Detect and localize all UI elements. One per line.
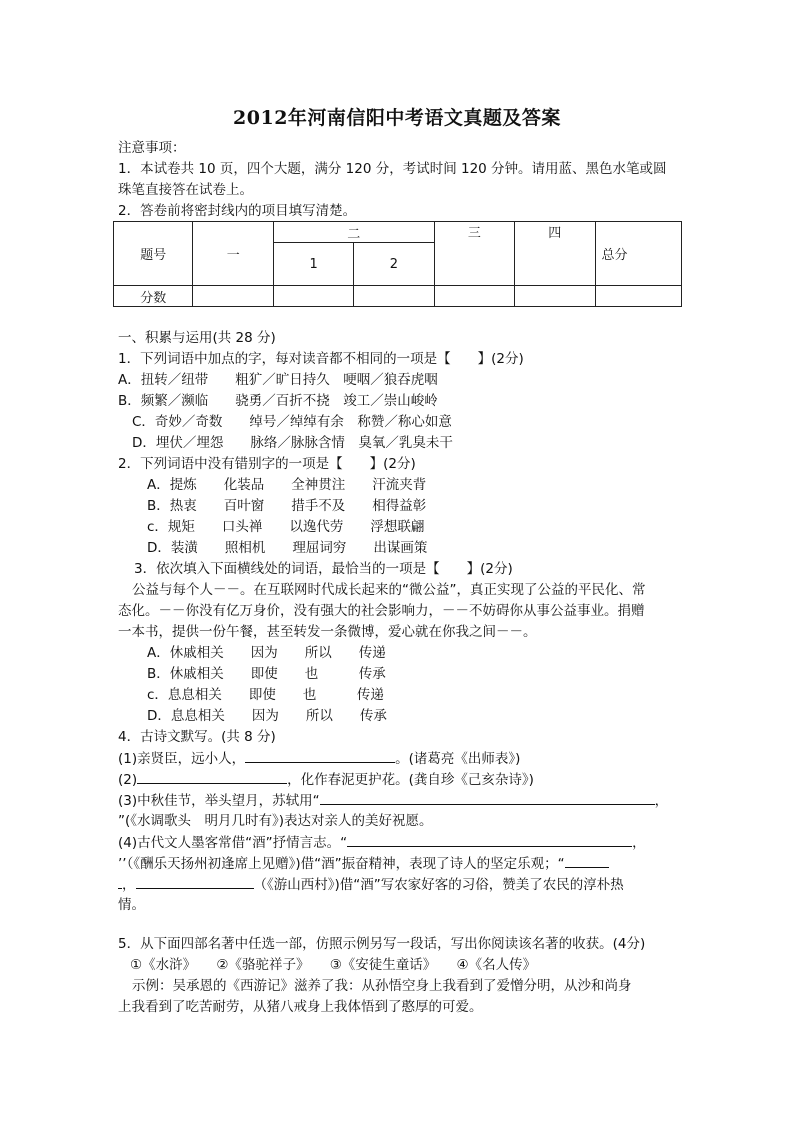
q4-part-4-comma: ，: [632, 835, 646, 851]
q4-part-1-source: 。(诸葛亮《出师表》): [395, 751, 521, 767]
header-question-no: 题号: [114, 222, 193, 286]
q2-option-d: D．装潢 照相机 理屈词穷 出谋画策: [147, 540, 428, 556]
score-cell[interactable]: [434, 286, 514, 307]
header-part-3: 三: [434, 222, 514, 286]
q4-stem: 4．古诗文默写。(共 8 分): [118, 729, 276, 745]
q4-part-4-text: (4)古代文人墨客常借“酒”抒情言志。“: [118, 835, 348, 851]
q4-part-2-blank[interactable]: [137, 769, 287, 784]
header-part-4: 四: [515, 222, 595, 286]
q2-option-c: c．规矩 口头禅 以逸代劳 浮想联翩: [147, 519, 425, 535]
q1-option-d: D．埋伏／埋怨 脉络／脉脉含情 臭氧／乳臭未干: [132, 435, 453, 451]
section-1-heading: 一、积累与运用(共 28 分): [118, 330, 276, 346]
notice-item-2: 2．答卷前将密封线内的项目填写清楚。: [118, 203, 357, 219]
q4-part-3-text: (3)中秋佳节，举头望月，苏轼用“: [118, 793, 320, 809]
q4-part-4-blank-2[interactable]: [565, 853, 609, 868]
notice-item-1: 1．本试卷共 10 页，四个大题，满分 120 分，考试时间 120 分钟。请用蓝、黑色水笔或圆: [118, 161, 667, 177]
header-part-2: 二: [273, 222, 434, 243]
q5-example-line-2: 上我看到了吃苦耐劳，从猪八戒身上我体悟到了憨厚的可爱。: [118, 999, 483, 1015]
q4-part-4-line-4: 情。: [118, 897, 145, 913]
q1-stem: 1．下列词语中加点的字，每对读音都不相同的一项是【 】(2分): [118, 351, 524, 367]
q4-part-4-line-3-comma: ，: [122, 877, 136, 893]
q1-option-a: A．扭转／纽带 粗犷／旷日持久 哽咽／狼吞虎咽: [118, 372, 438, 388]
q4-part-4-line-3-text: （《游山西村》)借“酒”写农家好客的习俗，赞美了农民的淳朴热: [253, 877, 624, 893]
q4-part-4: [118, 832, 646, 853]
q5-stem: 5．从下面四部名著中任选一部，仿照示例另写一段话，写出你阅读该名著的收获。(4分): [118, 936, 646, 952]
q5-books: ①《水浒》 ②《骆驼祥子》 ③《安徒生童话》 ④《名人传》: [130, 957, 537, 973]
q1-option-b: B．频繁／濒临 骁勇／百折不挠 竣工／崇山峻岭: [118, 393, 438, 409]
score-cell[interactable]: [354, 286, 434, 307]
q4-part-4-line-2: [118, 853, 609, 874]
score-cell[interactable]: [273, 286, 353, 307]
q4-part-2-text: ，化作春泥更护花。(龚自珍《己亥杂诗》): [287, 772, 534, 788]
score-cell[interactable]: [515, 286, 595, 307]
q3-passage-line-3: 一本书，提供一份午餐，甚至转发一条微博，爱心就在你我之间－－。: [118, 624, 537, 640]
q4-part-2: [118, 769, 534, 790]
q2-stem: 2．下列词语中没有错别字的一项是【 】(2分): [118, 456, 416, 472]
header-total: 总分: [595, 222, 681, 286]
q2-option-a: A．提炼 化装品 全神贯注 汗流夹背: [147, 477, 427, 493]
score-cell[interactable]: [595, 286, 681, 307]
q2-option-b: B．热衷 百叶窗 措手不及 相得益彰: [147, 498, 427, 514]
q3-option-a: A．休戚相关 因为 所以 传递: [147, 645, 386, 661]
page-title: 2012年河南信阳中考语文真题及答案: [233, 107, 561, 129]
q4-part-3-blank[interactable]: [320, 790, 655, 805]
q3-option-c: c．息息相关 即使 也 传递: [147, 687, 384, 703]
q3-option-b: B．休戚相关 即使 也 传承: [147, 666, 386, 682]
q4-part-4-blank-3[interactable]: [136, 874, 254, 889]
q4-part-3-comma: ，: [654, 793, 669, 809]
header-part-1: 一: [193, 222, 273, 286]
q4-part-4-line-2-text: ’’（《酬乐天扬州初逢席上见赠》)借“酒”振奋精神，表现了诗人的坚定乐观；“: [118, 856, 565, 872]
q4-part-1-blank[interactable]: [245, 748, 395, 763]
q4-part-4-line-3: [118, 874, 624, 895]
q3-option-d: D．息息相关 因为 所以 传承: [147, 708, 387, 724]
notice-heading: 注意事项：: [118, 140, 186, 156]
q3-passage-line-1: 公益与每个人－－。在互联网时代成长起来的“微公益”，真正实现了公益的平民化、常: [132, 582, 646, 598]
q4-part-1-text: (1)亲贤臣，远小人，: [118, 751, 246, 767]
q1-option-c: C．奇妙／奇数 绰号／绰绰有余 称赞／称心如意: [132, 414, 452, 430]
header-part-2-sub-1: 1: [273, 243, 353, 286]
q4-part-1: [118, 748, 520, 769]
score-table: [113, 221, 682, 307]
q4-part-4-blank-1[interactable]: [347, 832, 632, 847]
score-cell[interactable]: [193, 286, 273, 307]
q4-part-3-cont: ”(《水调歌头 明月几时有》)表达对亲人的美好祝愿。: [118, 813, 433, 829]
notice-item-1-cont: 珠笔直接答在试卷上。: [118, 182, 253, 198]
q4-part-3: [118, 790, 668, 811]
row-label-score: 分数: [114, 286, 193, 307]
q4-part-2-label: (2): [118, 772, 138, 788]
q3-stem: 3．依次填入下面横线处的词语，最恰当的一项是【 】(2分): [134, 561, 513, 577]
q3-passage-line-2: 态化。－－你没有亿万身价，没有强大的社会影响力，－－不妨碍你从事公益事业。捐赠: [118, 603, 645, 619]
header-part-2-sub-2: 2: [354, 243, 434, 286]
q5-example-line-1: 示例：吴承恩的《西游记》滋养了我：从孙悟空身上我看到了爱憎分明，从沙和尚身: [132, 978, 632, 994]
